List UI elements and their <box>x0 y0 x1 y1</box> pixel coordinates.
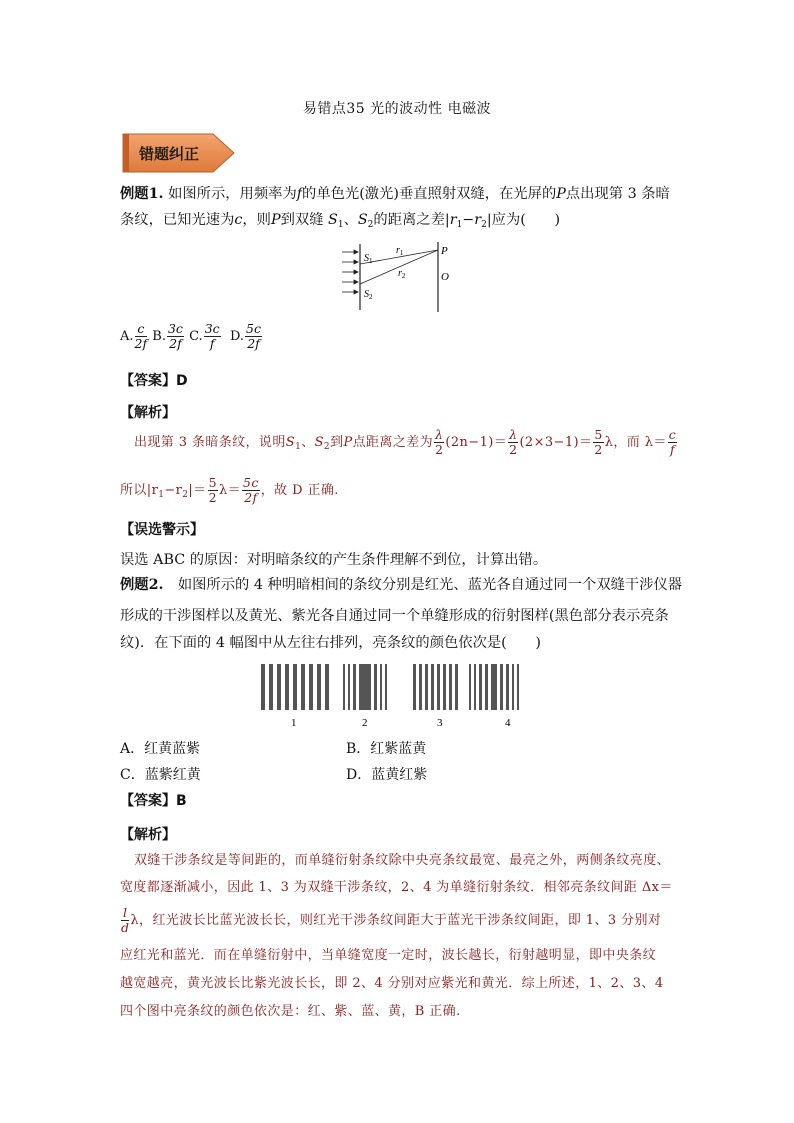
example1-line2: 条纹，已知光速为c，则P到双缝 $S_1$、$S_2$的距离之差$|r_1-r_2|$应为( ) <box>120 212 561 230</box>
fringe-pattern-1 <box>261 664 329 710</box>
example2-analysis-line1: 双缝干涉条纹是等间距的，而单缝衍射条纹除中央亮条纹最宽、最亮之外，两侧条纹亮度、 <box>134 853 671 868</box>
example1-analysis-line1: 出现第 3 条暗条纹，说明$S_1$、$S_2$到P点距离之差为 $\frac{\lambda}{2}$ (2n−1)＝ $\frac{\lambda}{2}$ (2×3−1)＝ $\frac{5}{2}$ λ，而 λ＝ $\frac{c}{f}$ <box>134 427 677 457</box>
example1-analysis-line2: 所以$|r_1-r_2|=$ $\frac{5}{2}$ λ＝ $\frac{5c}{2f}$ ，故 D 正确. <box>120 475 339 505</box>
example2-line2: 形成的干涉图样以及黄光、紫光各自通过同一个单缝形成的衍射图样(黑色部分表示亮条 <box>120 608 669 624</box>
option-A[interactable]: A. $\frac{c}{2f}$ <box>120 321 148 351</box>
example1-warning-tag: 【误选警示】 <box>120 522 204 538</box>
label-O: O <box>441 271 449 283</box>
label-P: P <box>441 245 448 257</box>
banner-label: 错题纠正 <box>138 145 199 163</box>
example1-options <box>120 322 263 351</box>
example2-option-B[interactable]: B．红紫蓝黄 <box>346 741 427 757</box>
example2-option-C[interactable]: C．蓝紫红黄 <box>120 767 201 783</box>
example2-option-D[interactable]: D．蓝黄红紫 <box>346 767 428 783</box>
option-B[interactable]: B. $\frac{3c}{2f}$ <box>152 321 183 351</box>
option-C[interactable]: C. $\frac{3c}{f}$ <box>189 321 220 351</box>
example1-line1: 例题1. 如图所示，用频率为f的单色光(激光)垂直照射双缝，在光屏的P点出现第 3 条暗 <box>120 186 670 202</box>
example2-analysis-line4: 应红光和蓝光．而在单缝衍射中，当单缝宽度一定时，波长越长，衍射越明显，即中央条纹 <box>120 948 657 963</box>
example2-label: 例题2. <box>120 577 164 593</box>
example2-line3: 纹)．在下面的 4 幅图中从左往右排列，亮条纹的颜色依次是( ) <box>120 635 541 651</box>
example2-analysis-line5: 越宽越亮，黄光波长比紫光波长长，即 2、4 分别对应紫光和黄光．综上所述，1、2、3、4 <box>120 976 664 991</box>
example2-analysis-line2: 宽度都逐渐减小，因此 1、3 为双缝干涉条纹，2、4 为单缝衍射条纹．相邻亮条纹间距 Δx＝ <box>120 880 673 895</box>
example1-label: 例题1. <box>120 186 164 202</box>
pattern-label-2: 2 <box>362 717 368 729</box>
example1-answer: 【答案】D <box>120 373 188 389</box>
example1-warning-text: 误选 ABC 的原因：对明暗条纹的产生条件理解不到位，计算出错。 <box>120 552 548 568</box>
pattern-label-1: 1 <box>291 717 297 729</box>
example2-option-A[interactable]: A．红黄蓝紫 <box>120 741 201 757</box>
example2-line1: 例题2. 如图所示的 4 种明暗相间的条纹分别是红光、蓝光各自通过同一个双缝干涉仪器 <box>120 577 683 593</box>
pattern-label-4: 4 <box>505 717 511 729</box>
example2-analysis-line3: $\frac{l}{d}$ λ，红光波长比蓝光波长长，则红光干涉条纹间距大于蓝光干涉条纹间距，即 1、3 分别对 <box>121 905 662 935</box>
label-r2: $r_2$ <box>398 268 406 280</box>
fringe-patterns <box>255 660 535 732</box>
page-title: 易错点35 光的波动性 电磁波 <box>302 101 492 117</box>
fringe-pattern-2 <box>343 664 387 710</box>
label-S1: $S_1$ <box>364 253 373 265</box>
label-S2: $S_2$ <box>364 289 373 301</box>
example2-answer: 【答案】B <box>120 793 187 809</box>
fringe-pattern-3 <box>413 664 458 710</box>
option-D[interactable]: D. $\frac{5c}{2f}$ <box>229 321 261 351</box>
example2-analysis-tag: 【解析】 <box>120 827 176 843</box>
double-slit-diagram <box>340 240 460 314</box>
example2-analysis-line6: 四个图中亮条纹的颜色依次是：红、紫、蓝、黄，B 正确. <box>120 1004 461 1019</box>
example1-analysis-tag: 【解析】 <box>120 405 176 421</box>
label-r1: $r_1$ <box>396 245 404 257</box>
pattern-label-3: 3 <box>437 717 443 729</box>
fringe-pattern-4 <box>469 664 519 710</box>
